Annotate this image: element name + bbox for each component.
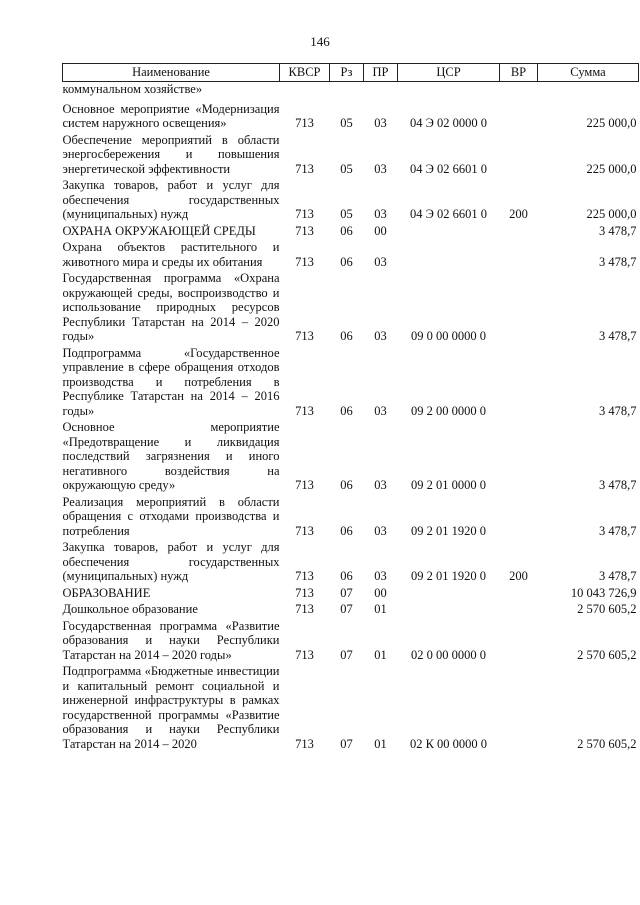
table-row bbox=[63, 102, 639, 133]
cell-csr: 04 Э 02 0000 0 bbox=[409, 116, 487, 130]
cell-pr: 03 bbox=[374, 329, 387, 343]
header-pr: ПР bbox=[364, 64, 398, 82]
cell-name: Охрана объектов растительного и животного мира и среды их обитания bbox=[62, 240, 280, 269]
cell-kvsr: 713 bbox=[295, 207, 314, 221]
cell-vr bbox=[500, 619, 538, 665]
cell-csr: 02 0 00 0000 0 bbox=[411, 647, 486, 662]
header-rz: Рз bbox=[330, 64, 364, 82]
table-row bbox=[63, 240, 639, 271]
cell-rz: 06 bbox=[340, 478, 353, 492]
cell-rz: 07 bbox=[340, 585, 353, 600]
cell-sum: 3 478,7 bbox=[599, 403, 637, 418]
cell-pr: 00 bbox=[374, 223, 387, 238]
cell-vr bbox=[500, 346, 538, 421]
cell-rz: 07 bbox=[340, 736, 353, 751]
cell-vr bbox=[500, 224, 538, 241]
cell-kvsr bbox=[280, 82, 330, 102]
cell-sum: 2 570 605,2 bbox=[577, 602, 637, 616]
cell-kvsr: 713 bbox=[295, 602, 314, 616]
cell-csr: 09 2 01 1920 0 bbox=[411, 523, 486, 538]
table-row bbox=[63, 133, 639, 179]
cell-sum: 10 043 726,9 bbox=[570, 585, 637, 600]
cell-sum bbox=[538, 82, 639, 102]
cell-pr: 01 bbox=[374, 647, 387, 662]
cell-vr bbox=[500, 240, 538, 271]
cell-rz: 07 bbox=[340, 647, 353, 662]
table-row bbox=[63, 271, 639, 346]
cell-rz: 06 bbox=[340, 523, 353, 538]
cell-sum: 225 000,0 bbox=[586, 161, 637, 176]
cell-pr: 03 bbox=[374, 254, 387, 269]
cell-kvsr: 713 bbox=[295, 523, 314, 538]
cell-name: Основное мероприятие «Предотвращение и ликвидация последствий загрязнения и иного негативного воздействия на окружающую среду» bbox=[62, 420, 280, 492]
cell-sum: 225 000,0 bbox=[586, 116, 637, 130]
cell-sum: 225 000,0 bbox=[586, 207, 637, 221]
cell-pr: 03 bbox=[374, 569, 387, 583]
cell-pr bbox=[364, 82, 398, 102]
table-row bbox=[63, 495, 639, 541]
table-body bbox=[63, 82, 639, 754]
cell-pr: 01 bbox=[374, 736, 387, 751]
cell-rz: 07 bbox=[340, 602, 353, 616]
cell-rz: 06 bbox=[340, 403, 353, 418]
cell-vr bbox=[500, 271, 538, 346]
table-row bbox=[63, 178, 639, 224]
cell-name: Закупка товаров, работ и услуг для обеспечения государственных (муниципальных) нужд bbox=[62, 540, 280, 583]
table-header-row bbox=[63, 64, 639, 82]
cell-pr: 01 bbox=[374, 602, 387, 616]
cell-vr bbox=[500, 82, 538, 102]
cell-name: Закупка товаров, работ и услуг для обеспечения государственных (муниципальных) нужд bbox=[62, 178, 280, 221]
cell-csr: 02 К 00 0000 0 bbox=[409, 736, 488, 751]
table-row bbox=[63, 420, 639, 495]
cell-kvsr: 713 bbox=[295, 478, 314, 492]
cell-kvsr: 713 bbox=[295, 736, 314, 751]
cell-csr bbox=[398, 224, 500, 241]
cell-sum: 2 570 605,2 bbox=[577, 647, 637, 662]
cell-pr: 03 bbox=[374, 478, 387, 492]
cell-name: Подпрограмма «Государственное управление в сфере обращения отходов производства и потребления в Республике Татарстан на 2014 – 2016 годы» bbox=[62, 345, 280, 418]
header-sum: Сумма bbox=[538, 64, 639, 82]
cell-name: ОХРАНА ОКРУЖАЮЩЕЙ СРЕДЫ bbox=[62, 223, 256, 238]
cell-csr: 09 2 01 0000 0 bbox=[411, 478, 486, 492]
cell-vr: 200 bbox=[509, 207, 528, 221]
cell-kvsr: 713 bbox=[295, 116, 314, 130]
cell-vr bbox=[500, 664, 538, 753]
cell-vr bbox=[500, 133, 538, 179]
cell-csr: 09 2 01 1920 0 bbox=[411, 569, 486, 583]
cell-rz: 06 bbox=[340, 329, 353, 343]
cell-csr bbox=[398, 82, 500, 102]
cell-pr: 03 bbox=[374, 523, 387, 538]
cell-sum: 3 478,7 bbox=[599, 569, 637, 583]
cell-sum: 3 478,7 bbox=[599, 478, 637, 492]
cell-csr: 09 0 00 0000 0 bbox=[411, 329, 486, 343]
cell-pr: 03 bbox=[374, 207, 387, 221]
cell-vr bbox=[500, 420, 538, 495]
cell-csr: 04 Э 02 6601 0 bbox=[409, 207, 487, 221]
cell-pr: 00 bbox=[374, 585, 387, 600]
table-row bbox=[63, 346, 639, 421]
cell-kvsr: 713 bbox=[295, 585, 314, 600]
table-row bbox=[63, 540, 639, 586]
cell-name: Основное мероприятие «Модернизация систем наружного освещения» bbox=[62, 101, 280, 130]
cell-pr: 03 bbox=[374, 116, 387, 130]
table-row bbox=[63, 224, 639, 241]
cell-name: Подпрограмма «Бюджетные инвестиции и капитальный ремонт социальной и инженерной инфраструктуры в рамках государственной программы «Развитие образования и науки Республики Татарстан на 2014 – 2020 bbox=[62, 664, 280, 751]
cell-rz: 06 bbox=[340, 569, 353, 583]
cell-kvsr: 713 bbox=[295, 329, 314, 343]
budget-table bbox=[62, 63, 639, 753]
table-row bbox=[63, 664, 639, 753]
cell-kvsr: 713 bbox=[295, 569, 314, 583]
cell-rz: 05 bbox=[340, 161, 353, 176]
table-row bbox=[63, 602, 639, 619]
cell-rz: 05 bbox=[340, 116, 353, 130]
cell-sum: 3 478,7 bbox=[599, 329, 637, 343]
cell-kvsr: 713 bbox=[295, 403, 314, 418]
header-name: Наименование bbox=[63, 64, 280, 82]
cell-csr: 09 2 00 0000 0 bbox=[411, 403, 486, 418]
cell-name: ОБРАЗОВАНИЕ bbox=[62, 585, 151, 600]
cell-rz: 06 bbox=[340, 254, 353, 269]
cell-csr bbox=[398, 240, 500, 271]
header-vr: ВР bbox=[500, 64, 538, 82]
cell-name: Государственная программа «Охрана окружающей среды, воспроизводство и использование природных ресурсов Республики Татарстан на 2014 – 2020 годы» bbox=[62, 271, 280, 343]
cell-kvsr: 713 bbox=[295, 254, 314, 269]
cell-kvsr: 713 bbox=[295, 161, 314, 176]
cell-kvsr: 713 bbox=[295, 647, 314, 662]
cell-name: Дошкольное образование bbox=[62, 602, 198, 616]
table-row bbox=[63, 82, 639, 102]
cell-vr: 200 bbox=[509, 569, 528, 583]
cell-rz bbox=[330, 82, 364, 102]
cell-rz: 05 bbox=[340, 207, 353, 221]
cell-csr: 04 Э 02 6601 0 bbox=[409, 161, 487, 176]
cell-sum: 2 570 605,2 bbox=[577, 736, 637, 751]
cell-vr bbox=[500, 602, 538, 619]
table-row bbox=[63, 586, 639, 603]
cell-sum: 3 478,7 bbox=[599, 523, 637, 538]
cell-pr: 03 bbox=[374, 161, 387, 176]
cell-csr bbox=[398, 586, 500, 603]
cell-name: Реализация мероприятий в области обращения с отходами производства и потребления bbox=[62, 494, 280, 538]
cell-name: коммунальном хозяйстве» bbox=[62, 82, 203, 96]
cell-vr bbox=[500, 586, 538, 603]
cell-rz: 06 bbox=[340, 223, 353, 238]
header-kvsr: КВСР bbox=[280, 64, 330, 82]
page-number: 146 bbox=[310, 34, 330, 49]
table-row bbox=[63, 619, 639, 665]
cell-sum: 3 478,7 bbox=[599, 223, 637, 238]
cell-sum: 3 478,7 bbox=[599, 254, 637, 269]
cell-vr bbox=[500, 102, 538, 133]
cell-name: Обеспечение мероприятий в области энергосбережения и повышения энергетической эффективности bbox=[62, 132, 280, 176]
cell-kvsr: 713 bbox=[295, 223, 314, 238]
cell-name: Государственная программа «Развитие образования и науки Республики Татарстан на 2014 – 2020 годы» bbox=[62, 618, 280, 662]
cell-pr: 03 bbox=[374, 403, 387, 418]
header-csr: ЦСР bbox=[398, 64, 500, 82]
cell-vr bbox=[500, 495, 538, 541]
cell-csr bbox=[398, 602, 500, 619]
